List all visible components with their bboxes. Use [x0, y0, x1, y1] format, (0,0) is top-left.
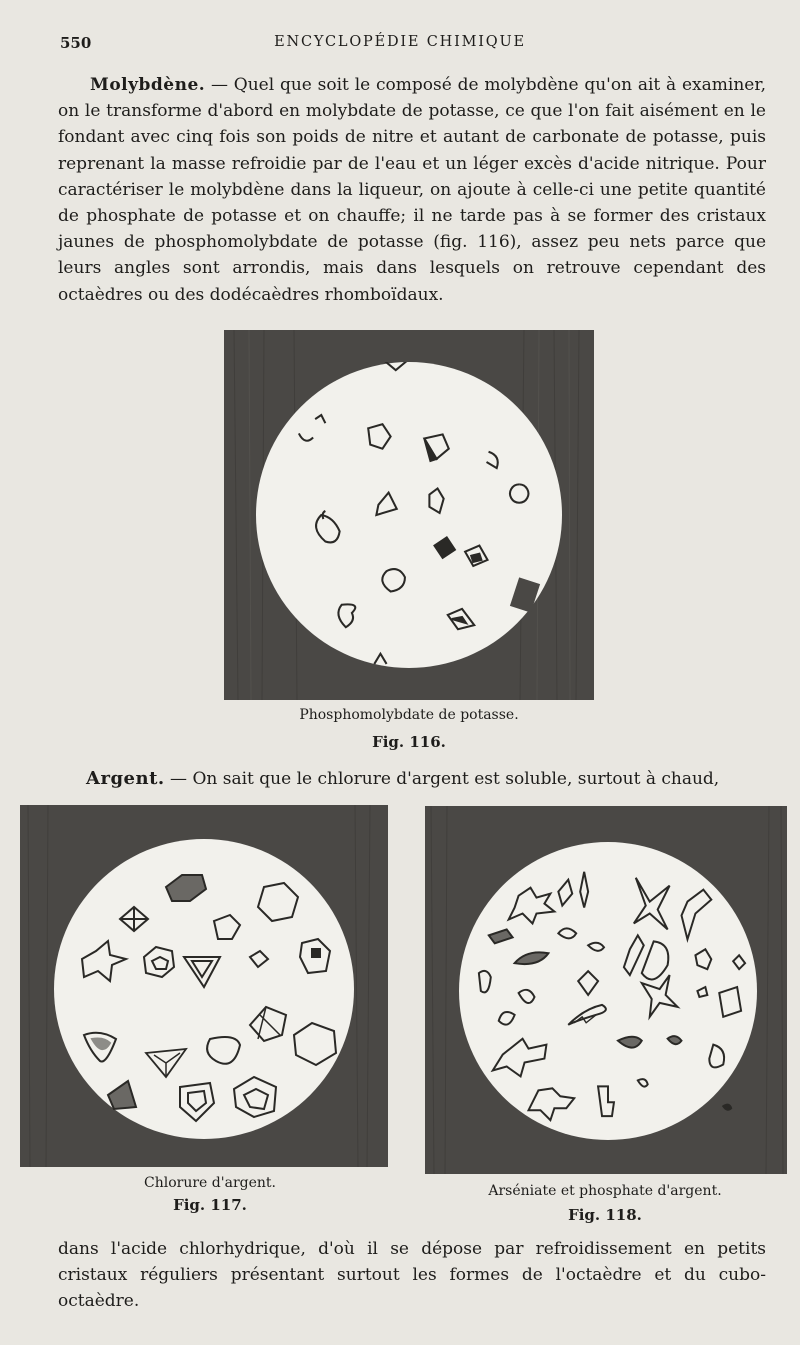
microscope-field-117	[54, 839, 354, 1139]
label-fig-117: Fig. 117.	[173, 1196, 247, 1214]
crystals-arseniate	[459, 842, 757, 1140]
label-fig-118: Fig. 118.	[568, 1206, 642, 1224]
page-header	[0, 34, 800, 56]
microscope-field-118	[459, 842, 757, 1140]
microscope-field-116	[256, 362, 562, 668]
paragraph-molybdene-text: — Quel que soit le composé de molybdène qu'on ait à examiner, on le transforme d'abord en molybdate de potasse, ce que l'on fait aisément en le fondant avec cinq fois son poids de nitre et autant de carbonate de potasse, puis reprenant la masse refroidie par de l'eau et un léger excès d'acide nitrique. Pour caractériser le molybdène dans la liqueur, on ajoute à celle-ci une petite quantité de phosphate de potasse et on chauffe; il ne tarde pas à se former des cristaux jaunes de phosphomolybdate de potasse (fig. 116), assez peu nets parce que leurs angles sont arrondis, mais dans lesquels on retrouve cependant des octaèdres ou des dodécaèdres rhomboïdaux.	[58, 75, 766, 305]
running-title: ENCYCLOPÉDIE CHIMIQUE	[274, 34, 526, 50]
label-fig-116: Fig. 116.	[372, 733, 446, 751]
caption-fig-117: Chlorure d'argent.	[144, 1175, 276, 1191]
paragraph-argent-intro	[58, 766, 766, 792]
page-number: 550	[60, 34, 92, 52]
caption-fig-116: Phosphomolybdate de potasse.	[299, 707, 519, 723]
figure-118-plate	[425, 806, 787, 1174]
crystals-phosphomolybdate	[256, 362, 562, 668]
paragraph-molybdene	[58, 72, 766, 308]
figure-117-plate	[20, 805, 388, 1167]
section-title-molybdene: Molybdène.	[90, 75, 206, 95]
crystals-chlorure	[54, 839, 354, 1139]
caption-fig-118: Arséniate et phosphate d'argent.	[488, 1183, 722, 1199]
section-title-argent: Argent.	[86, 768, 165, 789]
paragraph-argent-continuation: dans l'acide chlorhydrique, d'où il se dépose par refroidissement en petits cristaux réguliers présentant surtout les formes de l'octaèdre et du cubo-octaèdre.	[58, 1239, 766, 1312]
paragraph-argent-intro-text: — On sait que le chlorure d'argent est soluble, surtout à chaud,	[164, 769, 720, 789]
figure-116-plate	[224, 330, 594, 700]
